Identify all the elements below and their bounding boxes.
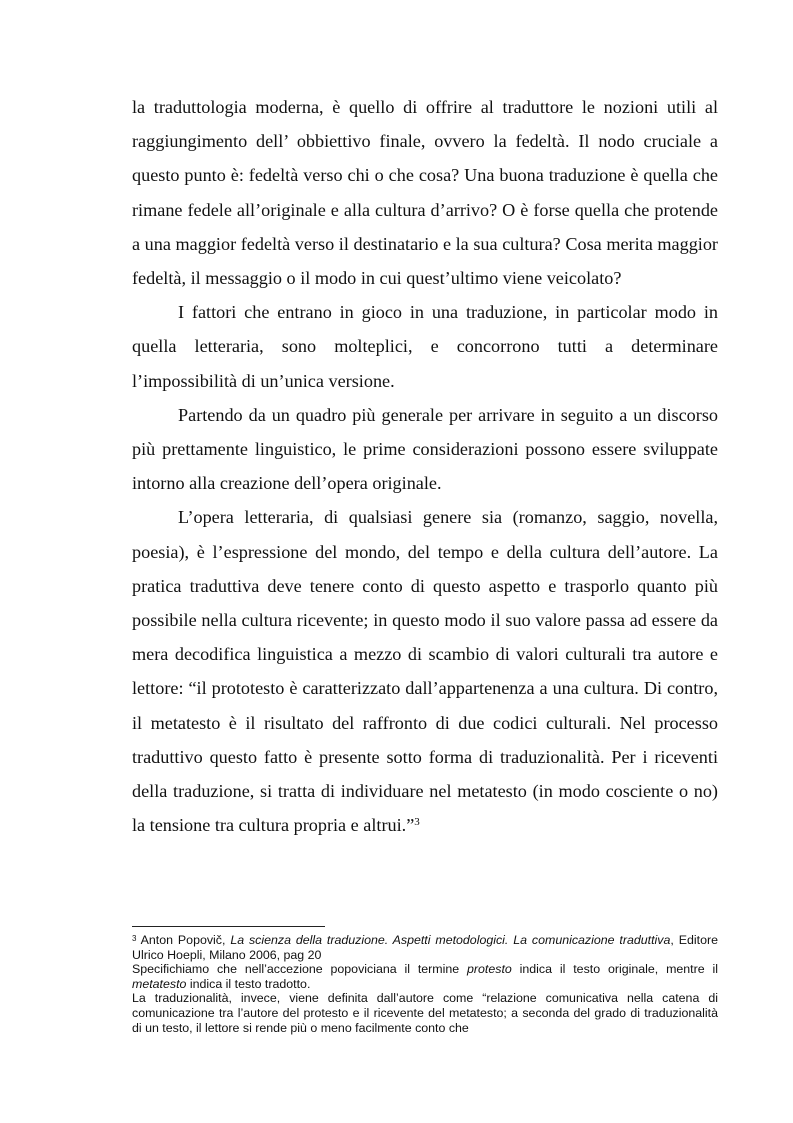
footnote-term-metatesto: metatesto — [132, 976, 187, 991]
body-text — [132, 90, 718, 842]
paragraph-4 — [132, 500, 718, 842]
footnote-citation — [132, 932, 718, 962]
footnote-book-title: La scienza della traduzione. Aspetti metodologici. La comunicazione traduttiva — [230, 933, 671, 947]
footnote-reference[interactable]: 3 — [414, 816, 420, 829]
footnote-note-1-text-b: indica il testo originale, mentre il — [511, 962, 718, 977]
paragraph-4-text: L’opera letteraria, di qualsiasi genere sia (romanzo, saggio, novella, poesia), è l’espressione del mondo, del tempo e della cultura dell’autore. La pratica traduttiva deve tenere conto di questo aspetto e trasporlo quanto più possibile nella cultura ricevente; in questo modo il suo valore passa ad essere da mera decodifica linguistica a mezzo di scambio di valori culturali tra autore e lettore: “il prototesto è caratterizzato dall’appartenenza a una cultura. Di contro, il metatesto è il risultato del raffronto di due codici culturali. Nel processo traduttivo questo fatto è presente sotto forma di traduzionalità. Per i riceventi della traduzione, si tratta di individuare nel metatesto (in modo cosciente o no) la tensione tra cultura propria e altrui.” — [132, 507, 718, 836]
footnote-note-2: La traduzionalità, invece, viene definita dall’autore come “relazione comunicativa nella catena di comunicazione tra l’autore del protesto e il ricevente del metatesto; a seconda del grado di traduzionalità di un testo, il lettore si rende più o meno facilmente conto che — [132, 991, 718, 1035]
paragraph-1: la traduttologia moderna, è quello di offrire al traduttore le nozioni utili al raggiungimento dell’ obbiettivo finale, ovvero la fedeltà. Il nodo cruciale a questo punto è: fedeltà verso chi o che cosa? Una buona traduzione è quella che rimane fedele all’originale e alla cultura d’arrivo? O è forse quella che protende a una maggior fedeltà verso il destinatario e la sua cultura? Cosa merita maggior fedeltà, il messaggio o il modo in cui quest’ultimo viene veicolato? — [132, 97, 718, 289]
footnote-publisher: , Editore Ulrico Hoepli, Milano 2006, pag 20 — [132, 933, 718, 962]
footnote-note-1 — [132, 962, 718, 991]
footnote-separator — [132, 926, 325, 927]
paragraph-2: I fattori che entrano in gioco in una traduzione, in particolar modo in quella letteraria, sono molteplici, e concorrono tutti a determinare l’impossibilità di un’unica versione. — [132, 302, 718, 391]
footnote-note-1-text-c: indica il testo tradotto. — [186, 976, 311, 991]
footnote-mark: 3 — [132, 934, 137, 943]
footnote-author: Anton Popovič, — [140, 933, 226, 947]
footnote-term-protesto: protesto — [467, 962, 512, 977]
footnotes — [132, 932, 718, 1035]
paragraph-3: Partendo da un quadro più generale per arrivare in seguito a un discorso più prettamente linguistico, le prime considerazioni possono essere sviluppate intorno alla creazione dell’opera originale. — [132, 404, 718, 494]
footnote-note-1-text-a: Specifichiamo che nell’accezione popoviciana il termine — [132, 962, 468, 977]
